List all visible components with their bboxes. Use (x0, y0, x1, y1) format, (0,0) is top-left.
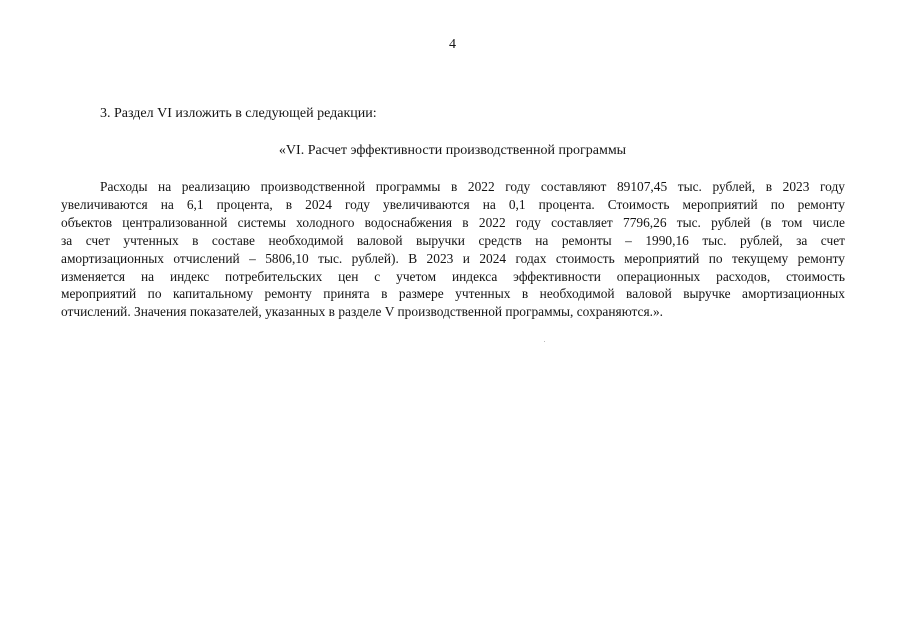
body-paragraph (61, 178, 845, 321)
paragraph-line: мероприятий по капитальному ремонту принята в размере учтенных в необходимой валовой выручке амортизационных (61, 286, 845, 302)
amendment-item: 3. Раздел VI изложить в следующей редакции: (100, 106, 377, 121)
paragraph-line: за счет учтенных в составе необходимой валовой выручки средств на ремонты – 1990,16 тыс. рублей, за счет (61, 232, 845, 248)
paragraph-line: амортизационных отчислений – 5806,10 тыс. рублей). В 2023 и 2024 годах стоимость мероприятий по текущему ремонту (61, 250, 845, 266)
paragraph-line: объектов централизованной системы холодного водоснабжения в 2022 году составляет 7796,26 тыс. рублей (в том числе (61, 214, 845, 230)
scan-speck (544, 341, 545, 342)
paragraph-line: изменяется на индекс потребительских цен с учетом индекса эффективности операционных расходов, стоимость (61, 268, 845, 284)
section-heading: «VI. Расчет эффективности производственной программы (278, 143, 627, 158)
paragraph-line: увеличиваются на 6,1 процента, в 2024 году увеличиваются на 0,1 процента. Стоимость мероприятий по ремонту (61, 196, 845, 212)
paragraph-line: отчислений. Значения показателей, указанных в разделе V производственной программы, сохраняются.». (61, 304, 664, 320)
page-number: 4 (449, 37, 456, 52)
paragraph-line: Расходы на реализацию производственной программы в 2022 году составляют 89107,45 тыс. рублей, в 2023 году (100, 179, 845, 194)
